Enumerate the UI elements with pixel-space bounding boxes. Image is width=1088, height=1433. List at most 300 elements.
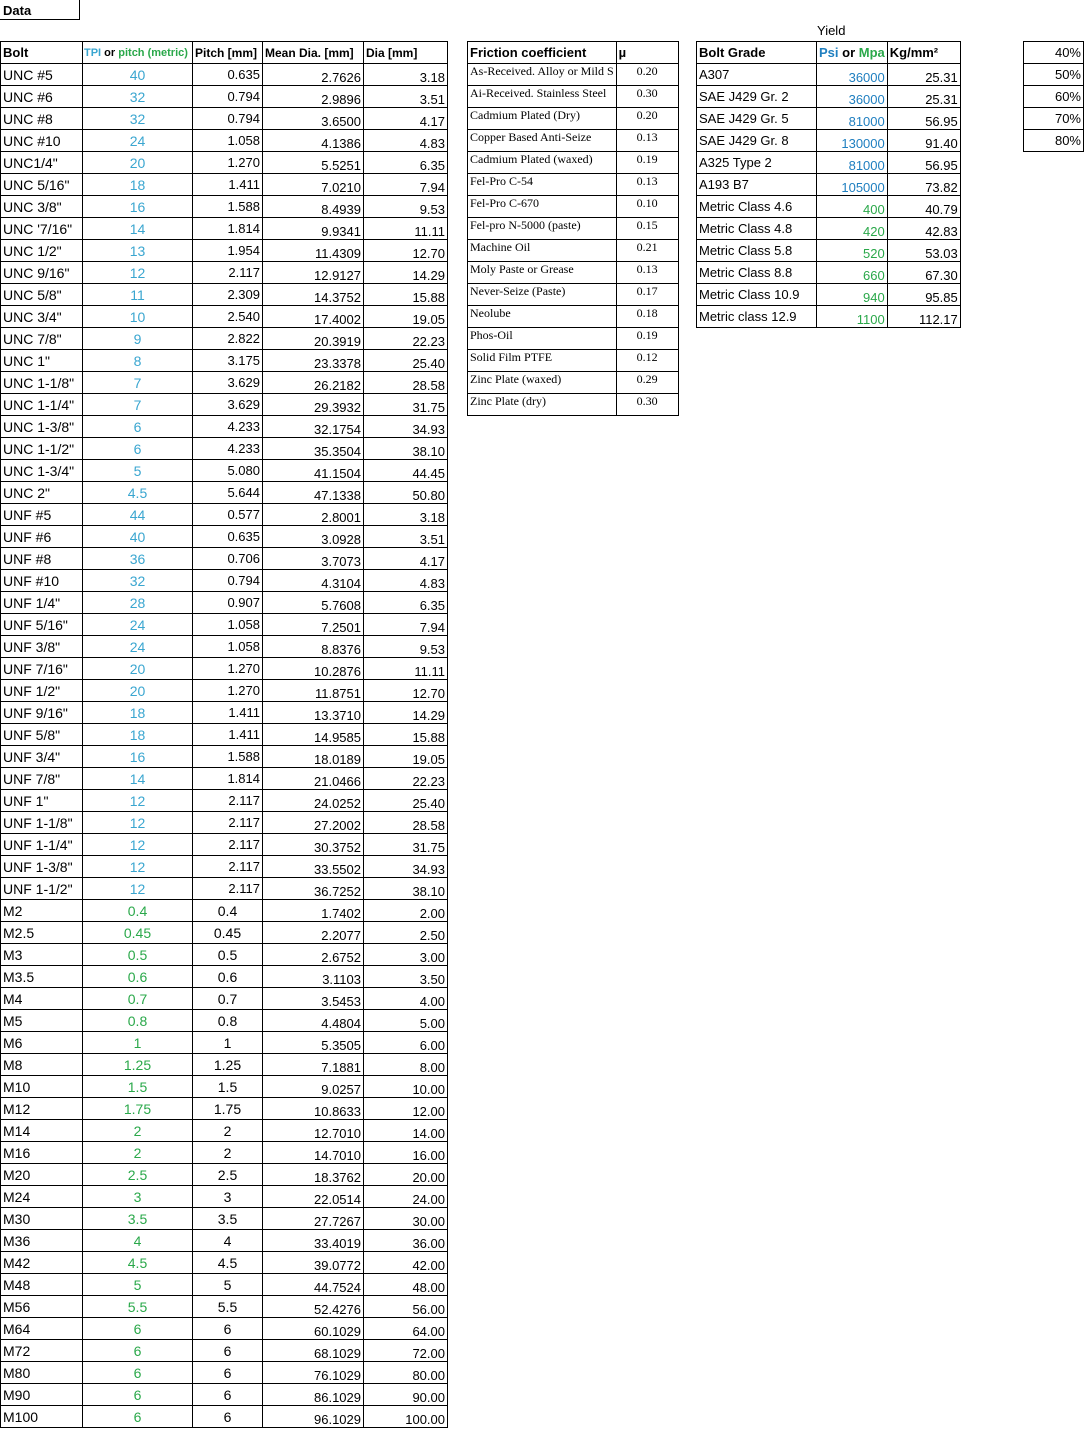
bolt-row <box>1 1340 448 1362</box>
pitch-mm: 1.270 <box>193 680 263 702</box>
mean-dia-mm: 76.1029 <box>263 1362 364 1384</box>
pitch-mm: 2.117 <box>193 856 263 878</box>
friction-mu: 0.30 <box>616 394 678 416</box>
mean-dia-mm: 3.6500 <box>263 108 364 130</box>
bolt-row <box>1 680 448 702</box>
header-kg-mm2: Kg/mm² <box>887 42 960 64</box>
bolt-name: M8 <box>1 1054 83 1076</box>
bolt-name: UNC 2" <box>1 482 83 504</box>
mean-dia-mm: 44.7524 <box>263 1274 364 1296</box>
bolt-row <box>1 1076 448 1098</box>
tpi-or-pitch: 6 <box>83 1340 193 1362</box>
yield-kg-mm2: 25.31 <box>887 86 960 108</box>
mean-dia-mm: 22.0514 <box>263 1186 364 1208</box>
tpi-or-pitch: 14 <box>83 768 193 790</box>
pitch-mm: 6 <box>193 1362 263 1384</box>
grade-row <box>697 218 961 240</box>
yield-psi-mpa: 81000 <box>817 108 888 130</box>
friction-mu: 0.15 <box>616 218 678 240</box>
tpi-or-pitch: 12 <box>83 856 193 878</box>
grade-row <box>697 130 961 152</box>
tpi-or-pitch: 32 <box>83 108 193 130</box>
grade-header-row <box>697 42 961 64</box>
mean-dia-mm: 5.5251 <box>263 152 364 174</box>
friction-material: As-Received. Alloy or Mild S <box>468 64 617 86</box>
bolt-name: UNC 1-1/4" <box>1 394 83 416</box>
friction-material: Never-Seize (Paste) <box>468 284 617 306</box>
friction-mu: 0.20 <box>616 64 678 86</box>
dia-mm: 22.23 <box>364 768 448 790</box>
bolt-name: UNC #5 <box>1 64 83 86</box>
dia-mm: 3.18 <box>364 64 448 86</box>
pitch-mm: 1.25 <box>193 1054 263 1076</box>
tpi-or-pitch: 0.5 <box>83 944 193 966</box>
mean-dia-mm: 33.4019 <box>263 1230 364 1252</box>
dia-mm: 2.50 <box>364 922 448 944</box>
dia-mm: 38.10 <box>364 438 448 460</box>
dia-mm: 25.40 <box>364 350 448 372</box>
friction-header-row <box>468 42 679 64</box>
bolt-row <box>1 86 448 108</box>
bolt-row <box>1 724 448 746</box>
bolt-row <box>1 504 448 526</box>
pitch-mm: 2.309 <box>193 284 263 306</box>
pitch-mm: 1.411 <box>193 702 263 724</box>
yield-psi-mpa: 940 <box>817 284 888 306</box>
tpi-or-pitch: 0.45 <box>83 922 193 944</box>
mean-dia-mm: 4.1386 <box>263 130 364 152</box>
dia-mm: 8.00 <box>364 1054 448 1076</box>
bolt-row <box>1 1142 448 1164</box>
bolt-row <box>1 614 448 636</box>
bolt-row <box>1 416 448 438</box>
bolt-row <box>1 922 448 944</box>
tpi-or-pitch: 7 <box>83 372 193 394</box>
bolt-row <box>1 482 448 504</box>
bolt-name: M42 <box>1 1252 83 1274</box>
header-dia: Dia [mm] <box>364 42 448 64</box>
dia-mm: 4.17 <box>364 108 448 130</box>
dia-mm: 28.58 <box>364 372 448 394</box>
dia-mm: 64.00 <box>364 1318 448 1340</box>
tpi-or-pitch: 5.5 <box>83 1296 193 1318</box>
bolt-name: UNF 1/4" <box>1 592 83 614</box>
friction-material: Fel-pro N-5000 (paste) <box>468 218 617 240</box>
tpi-or-pitch: 20 <box>83 680 193 702</box>
bolt-name: M10 <box>1 1076 83 1098</box>
dia-mm: 50.80 <box>364 482 448 504</box>
percentage-row <box>1024 108 1084 130</box>
bolt-row <box>1 108 448 130</box>
bolt-row <box>1 438 448 460</box>
dia-mm: 14.29 <box>364 702 448 724</box>
pitch-mm: 4.5 <box>193 1252 263 1274</box>
bolt-name: M36 <box>1 1230 83 1252</box>
bolt-row <box>1 1230 448 1252</box>
mean-dia-mm: 3.1103 <box>263 966 364 988</box>
dia-mm: 80.00 <box>364 1362 448 1384</box>
bolt-name: UNF 5/8" <box>1 724 83 746</box>
pitch-mm: 4 <box>193 1230 263 1252</box>
pitch-mm: 6 <box>193 1384 263 1406</box>
percentage-value: 40% <box>1024 42 1084 64</box>
dia-mm: 31.75 <box>364 394 448 416</box>
tpi-or-pitch: 20 <box>83 152 193 174</box>
bolt-row <box>1 152 448 174</box>
bolt-name: UNF 3/4" <box>1 746 83 768</box>
bolt-name: UNC 9/16" <box>1 262 83 284</box>
bolt-row <box>1 130 448 152</box>
bolt-name: UNF 9/16" <box>1 702 83 724</box>
pitch-mm: 1.058 <box>193 614 263 636</box>
bolt-name: UNC 1-3/4" <box>1 460 83 482</box>
bolt-row <box>1 64 448 86</box>
bolt-name: M4 <box>1 988 83 1010</box>
tpi-or-pitch: 0.4 <box>83 900 193 922</box>
bolt-row <box>1 1120 448 1142</box>
dia-mm: 7.94 <box>364 174 448 196</box>
bolt-name: M80 <box>1 1362 83 1384</box>
tpi-or-pitch: 1.75 <box>83 1098 193 1120</box>
mean-dia-mm: 7.0210 <box>263 174 364 196</box>
friction-material: Zinc Plate (waxed) <box>468 372 617 394</box>
bolt-name: UNF 1-1/2" <box>1 878 83 900</box>
bolt-name: UNC1/4" <box>1 152 83 174</box>
mean-dia-mm: 12.7010 <box>263 1120 364 1142</box>
yield-kg-mm2: 42.83 <box>887 218 960 240</box>
bolt-row <box>1 1296 448 1318</box>
friction-mu: 0.17 <box>616 284 678 306</box>
dia-mm: 4.17 <box>364 548 448 570</box>
dia-mm: 9.53 <box>364 196 448 218</box>
pitch-mm: 3 <box>193 1186 263 1208</box>
tpi-or-pitch: 16 <box>83 196 193 218</box>
bolt-grade: SAE J429 Gr. 5 <box>697 108 817 130</box>
tpi-or-pitch: 12 <box>83 834 193 856</box>
pitch-mm: 2.117 <box>193 878 263 900</box>
tpi-or-pitch: 16 <box>83 746 193 768</box>
bolt-row <box>1 1384 448 1406</box>
bolt-row <box>1 328 448 350</box>
friction-material: Zinc Plate (dry) <box>468 394 617 416</box>
yield-psi-mpa: 130000 <box>817 130 888 152</box>
tpi-or-pitch: 2 <box>83 1120 193 1142</box>
tpi-or-pitch: 24 <box>83 614 193 636</box>
tpi-or-pitch: 20 <box>83 658 193 680</box>
bolt-row <box>1 1010 448 1032</box>
friction-row <box>468 174 679 196</box>
bolt-grade: Metric Class 4.8 <box>697 218 817 240</box>
friction-mu: 0.18 <box>616 306 678 328</box>
dia-mm: 12.70 <box>364 240 448 262</box>
grade-row <box>697 196 961 218</box>
mean-dia-mm: 17.4002 <box>263 306 364 328</box>
percentage-table <box>1023 41 1084 152</box>
bolt-grade: A325 Type 2 <box>697 152 817 174</box>
mean-dia-mm: 35.3504 <box>263 438 364 460</box>
bolt-name: UNC 1" <box>1 350 83 372</box>
tpi-or-pitch: 0.7 <box>83 988 193 1010</box>
friction-material: Cadmium Plated (waxed) <box>468 152 617 174</box>
pitch-mm: 1.411 <box>193 174 263 196</box>
pitch-mm: 1.814 <box>193 218 263 240</box>
friction-material: Solid Film PTFE <box>468 350 617 372</box>
pitch-mm: 4.233 <box>193 416 263 438</box>
tpi-or-pitch: 6 <box>83 416 193 438</box>
header-tpi-pitch: TPI or pitch (metric) <box>83 42 193 64</box>
tpi-or-pitch: 18 <box>83 174 193 196</box>
tpi-or-pitch: 6 <box>83 1318 193 1340</box>
bolt-name: UNF 1" <box>1 790 83 812</box>
bolt-grade: Metric class 12.9 <box>697 306 817 328</box>
bolt-name: UNC 3/8" <box>1 196 83 218</box>
dia-mm: 15.88 <box>364 724 448 746</box>
pitch-mm: 0.794 <box>193 86 263 108</box>
dia-mm: 30.00 <box>364 1208 448 1230</box>
header-psi-mpa: Psi or Mpa <box>817 42 888 64</box>
mean-dia-mm: 26.2182 <box>263 372 364 394</box>
friction-row <box>468 262 679 284</box>
bolt-name: UNF 1-3/8" <box>1 856 83 878</box>
mean-dia-mm: 5.7608 <box>263 592 364 614</box>
mean-dia-mm: 12.9127 <box>263 262 364 284</box>
pitch-mm: 2.117 <box>193 262 263 284</box>
friction-material: Copper Based Anti-Seize <box>468 130 617 152</box>
pitch-mm: 6 <box>193 1340 263 1362</box>
mean-dia-mm: 13.3710 <box>263 702 364 724</box>
pitch-mm: 3.5 <box>193 1208 263 1230</box>
header-bolt-grade: Bolt Grade <box>697 42 817 64</box>
friction-row <box>468 108 679 130</box>
pitch-mm: 6 <box>193 1406 263 1428</box>
bolt-grade: SAE J429 Gr. 8 <box>697 130 817 152</box>
tpi-or-pitch: 18 <box>83 724 193 746</box>
sheet-label: Data <box>0 0 80 20</box>
header-mean-dia: Mean Dia. [mm] <box>263 42 364 64</box>
bolt-name: UNC #6 <box>1 86 83 108</box>
bolt-grade: Metric Class 5.8 <box>697 240 817 262</box>
percentage-value: 50% <box>1024 64 1084 86</box>
dia-mm: 48.00 <box>364 1274 448 1296</box>
grade-row <box>697 64 961 86</box>
bolt-table <box>0 41 448 1428</box>
bolt-name: UNC 5/8" <box>1 284 83 306</box>
bolt-name: UNC 5/16" <box>1 174 83 196</box>
dia-mm: 24.00 <box>364 1186 448 1208</box>
mean-dia-mm: 27.2002 <box>263 812 364 834</box>
pitch-mm: 3.175 <box>193 350 263 372</box>
tpi-or-pitch: 12 <box>83 790 193 812</box>
pitch-mm: 5 <box>193 1274 263 1296</box>
bolt-row <box>1 350 448 372</box>
header-friction: Friction coefficient <box>468 42 617 64</box>
bolt-row <box>1 174 448 196</box>
pitch-mm: 0.8 <box>193 1010 263 1032</box>
pitch-mm: 1.270 <box>193 658 263 680</box>
pitch-mm: 1.75 <box>193 1098 263 1120</box>
bolt-row <box>1 196 448 218</box>
dia-mm: 42.00 <box>364 1252 448 1274</box>
dia-mm: 28.58 <box>364 812 448 834</box>
mean-dia-mm: 7.2501 <box>263 614 364 636</box>
friction-row <box>468 86 679 108</box>
dia-mm: 6.00 <box>364 1032 448 1054</box>
dia-mm: 12.70 <box>364 680 448 702</box>
dia-mm: 19.05 <box>364 306 448 328</box>
bolt-name: M6 <box>1 1032 83 1054</box>
dia-mm: 4.00 <box>364 988 448 1010</box>
bolt-row <box>1 394 448 416</box>
bolt-row <box>1 1274 448 1296</box>
mean-dia-mm: 20.3919 <box>263 328 364 350</box>
tpi-or-pitch: 10 <box>83 306 193 328</box>
bolt-row <box>1 856 448 878</box>
dia-mm: 6.35 <box>364 592 448 614</box>
dia-mm: 34.93 <box>364 856 448 878</box>
mean-dia-mm: 3.7073 <box>263 548 364 570</box>
yield-kg-mm2: 56.95 <box>887 108 960 130</box>
tpi-or-pitch: 6 <box>83 1406 193 1428</box>
pitch-mm: 1.058 <box>193 636 263 658</box>
mean-dia-mm: 41.1504 <box>263 460 364 482</box>
friction-material: Neolube <box>468 306 617 328</box>
percentage-row <box>1024 64 1084 86</box>
pitch-mm: 0.706 <box>193 548 263 570</box>
pitch-mm: 0.4 <box>193 900 263 922</box>
yield-psi-mpa: 36000 <box>817 86 888 108</box>
mean-dia-mm: 14.3752 <box>263 284 364 306</box>
dia-mm: 36.00 <box>364 1230 448 1252</box>
bolt-row <box>1 658 448 680</box>
dia-mm: 3.51 <box>364 526 448 548</box>
tpi-or-pitch: 1 <box>83 1032 193 1054</box>
percentage-row <box>1024 86 1084 108</box>
bolt-name: M2 <box>1 900 83 922</box>
pitch-mm: 2.117 <box>193 834 263 856</box>
mean-dia-mm: 33.5502 <box>263 856 364 878</box>
bolt-row <box>1 526 448 548</box>
friction-material: Phos-Oil <box>468 328 617 350</box>
mean-dia-mm: 36.7252 <box>263 878 364 900</box>
friction-mu: 0.20 <box>616 108 678 130</box>
pitch-mm: 0.794 <box>193 108 263 130</box>
friction-row <box>468 328 679 350</box>
friction-mu: 0.13 <box>616 130 678 152</box>
bolt-name: UNF 3/8" <box>1 636 83 658</box>
tpi-or-pitch: 6 <box>83 438 193 460</box>
header-mu: µ <box>616 42 678 64</box>
grade-row <box>697 86 961 108</box>
bolt-row <box>1 1054 448 1076</box>
friction-material: Moly Paste or Grease <box>468 262 617 284</box>
bolt-row <box>1 944 448 966</box>
bolt-row <box>1 1362 448 1384</box>
bolt-row <box>1 218 448 240</box>
bolt-row <box>1 1318 448 1340</box>
bolt-row <box>1 1098 448 1120</box>
dia-mm: 6.35 <box>364 152 448 174</box>
bolt-name: M12 <box>1 1098 83 1120</box>
bolt-name: M16 <box>1 1142 83 1164</box>
bolt-name: UNF 7/8" <box>1 768 83 790</box>
mean-dia-mm: 39.0772 <box>263 1252 364 1274</box>
mean-dia-mm: 9.0257 <box>263 1076 364 1098</box>
tpi-or-pitch: 24 <box>83 636 193 658</box>
tpi-or-pitch: 14 <box>83 218 193 240</box>
yield-psi-mpa: 520 <box>817 240 888 262</box>
bolt-row <box>1 1208 448 1230</box>
mean-dia-mm: 29.3932 <box>263 394 364 416</box>
tpi-or-pitch: 7 <box>83 394 193 416</box>
friction-row <box>468 306 679 328</box>
yield-psi-mpa: 1100 <box>817 306 888 328</box>
mean-dia-mm: 2.2077 <box>263 922 364 944</box>
bolt-name: M2.5 <box>1 922 83 944</box>
dia-mm: 12.00 <box>364 1098 448 1120</box>
tpi-or-pitch: 44 <box>83 504 193 526</box>
percentage-row <box>1024 130 1084 152</box>
friction-row <box>468 350 679 372</box>
dia-mm: 25.40 <box>364 790 448 812</box>
yield-psi-mpa: 36000 <box>817 64 888 86</box>
mean-dia-mm: 86.1029 <box>263 1384 364 1406</box>
yield-psi-mpa: 400 <box>817 196 888 218</box>
grade-row <box>697 108 961 130</box>
mean-dia-mm: 7.1881 <box>263 1054 364 1076</box>
dia-mm: 72.00 <box>364 1340 448 1362</box>
pitch-mm: 1.588 <box>193 196 263 218</box>
pitch-mm: 1 <box>193 1032 263 1054</box>
mean-dia-mm: 24.0252 <box>263 790 364 812</box>
pitch-mm: 0.45 <box>193 922 263 944</box>
dia-mm: 44.45 <box>364 460 448 482</box>
pitch-mm: 2.117 <box>193 790 263 812</box>
mean-dia-mm: 10.2876 <box>263 658 364 680</box>
grade-row <box>697 174 961 196</box>
yield-psi-mpa: 420 <box>817 218 888 240</box>
pitch-mm: 2 <box>193 1120 263 1142</box>
bolt-row <box>1 1164 448 1186</box>
friction-mu: 0.21 <box>616 240 678 262</box>
friction-mu: 0.30 <box>616 86 678 108</box>
bolt-grade: Metric Class 4.6 <box>697 196 817 218</box>
mean-dia-mm: 4.4804 <box>263 1010 364 1032</box>
bolt-name: M5 <box>1 1010 83 1032</box>
friction-mu: 0.10 <box>616 196 678 218</box>
mean-dia-mm: 27.7267 <box>263 1208 364 1230</box>
friction-material: Machine Oil <box>468 240 617 262</box>
mean-dia-mm: 8.8376 <box>263 636 364 658</box>
mean-dia-mm: 96.1029 <box>263 1406 364 1428</box>
tpi-or-pitch: 4.5 <box>83 1252 193 1274</box>
pitch-mm: 0.6 <box>193 966 263 988</box>
friction-mu: 0.19 <box>616 328 678 350</box>
bolt-name: M48 <box>1 1274 83 1296</box>
tpi-or-pitch: 24 <box>83 130 193 152</box>
pitch-mm: 2.5 <box>193 1164 263 1186</box>
friction-mu: 0.13 <box>616 262 678 284</box>
bolt-name: UNC 1/2" <box>1 240 83 262</box>
mean-dia-mm: 47.1338 <box>263 482 364 504</box>
tpi-or-pitch: 1.25 <box>83 1054 193 1076</box>
yield-psi-mpa: 660 <box>817 262 888 284</box>
bolt-row <box>1 878 448 900</box>
mean-dia-mm: 11.4309 <box>263 240 364 262</box>
bolt-row <box>1 768 448 790</box>
mean-dia-mm: 11.8751 <box>263 680 364 702</box>
mean-dia-mm: 2.6752 <box>263 944 364 966</box>
bolt-name: M14 <box>1 1120 83 1142</box>
